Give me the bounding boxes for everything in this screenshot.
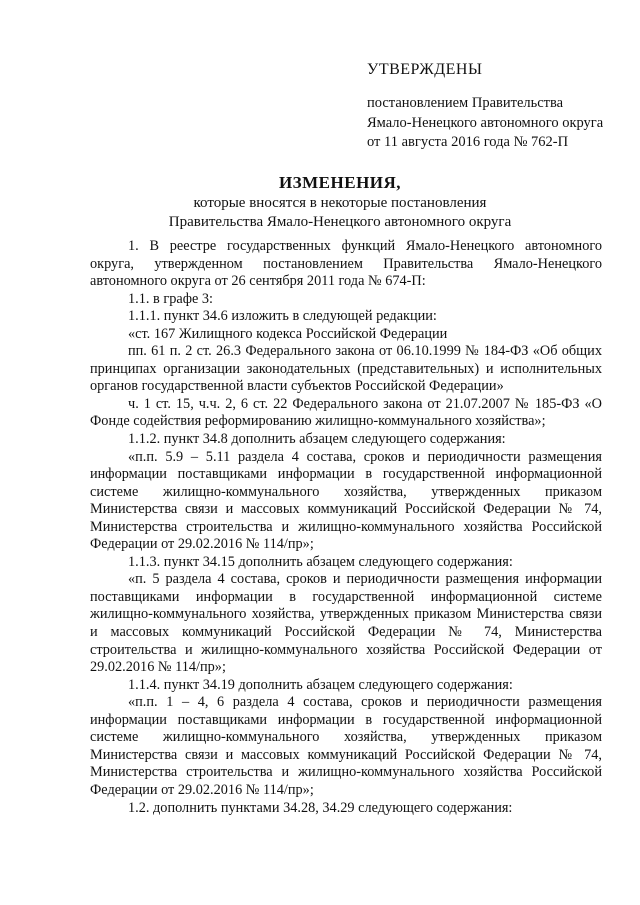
approval-line-1: постановлением Правительства (367, 95, 564, 111)
paragraph: ч. 1 ст. 15, ч.ч. 2, 6 ст. 22 Федерального закона от 21.07.2007 № 185-ФЗ «О Фонде содействия реформированию жилищно-коммунального хозяйства»; (90, 395, 602, 430)
approval-line-3: от 11 августа 2016 года № 762-П (367, 134, 569, 150)
document-body (90, 238, 602, 817)
paragraph: 1.1.3. пункт 34.15 дополнить абзацем следующего содержания: (128, 553, 513, 570)
paragraph: «п.п. 5.9 – 5.11 раздела 4 состава, сроков и периодичности размещения информации поставщиками информации в государственной информационной системе жилищно-коммунального хозяйства, утвержденных приказом Министерства связи и массовых коммуникаций Российской Федерации № 74, Министерства строительства и жилищно-коммунального хозяйства Российской Федерации от 29.02.2016 № 114/пр»; (90, 448, 602, 553)
paragraph: пп. 61 п. 2 ст. 26.3 Федерального закона от 06.10.1999 № 184-ФЗ «Об общих принципах организации законодательных (представительных) и исполнительных органов государственной власти субъектов Российской Федерации» (90, 343, 602, 395)
document-heading (80, 172, 600, 232)
paragraph: 1.1.2. пункт 34.8 дополнить абзацем следующего содержания: (128, 431, 506, 448)
heading-title: ИЗМЕНЕНИЯ, (278, 173, 402, 192)
paragraph: 1.1.4. пункт 34.19 дополнить абзацем следующего содержания: (128, 676, 513, 693)
heading-subtitle-1: которые вносятся в некоторые постановления (193, 195, 487, 211)
paragraph: «п. 5 раздела 4 состава, сроков и периодичности размещения информации поставщиками информации в государственной информационной системе жилищно-коммунального хозяйства, утвержденных приказом Министерства связи и массовых коммуникаций Российской Федерации № 74, Министерства строительства и жилищно-коммунального хозяйства Российской Федерации от 29.02.2016 № 114/пр»; (90, 571, 602, 676)
paragraph: 1.2. дополнить пунктами 34.28, 34.29 следующего содержания: (128, 799, 513, 816)
heading-subtitle-2: Правительства Ямало-Ненецкого автономного округа (168, 214, 512, 230)
paragraph: 1.1.1. пункт 34.6 изложить в следующей редакции: (128, 308, 437, 325)
paragraph: 1.1. в графе 3: (128, 290, 214, 307)
paragraph: «ст. 167 Жилищного кодекса Российской Федерации (128, 325, 448, 342)
approval-line-2: Ямало-Ненецкого автономного округа (367, 114, 604, 131)
approval-stamp (367, 60, 627, 153)
approval-title: УТВЕРЖДЕНЫ (367, 61, 483, 78)
paragraph: 1. В реестре государственных функций Ямало-Ненецкого автономного округа, утвержденном постановлением Правительства Ямало-Ненецкого автономного округа от 26 сентября 2011 года № 674-П: (90, 238, 602, 290)
paragraph: «п.п. 1 – 4, 6 раздела 4 состава, сроков и периодичности размещения информации поставщиками информации в государственной информационной системе жилищно-коммунального хозяйства, утвержденных приказом Министерства связи и массовых коммуникаций Российской Федерации № 74, Министерства строительства и жилищно-коммунального хозяйства Российской Федерации от 29.02.2016 № 114/пр»; (90, 694, 602, 798)
